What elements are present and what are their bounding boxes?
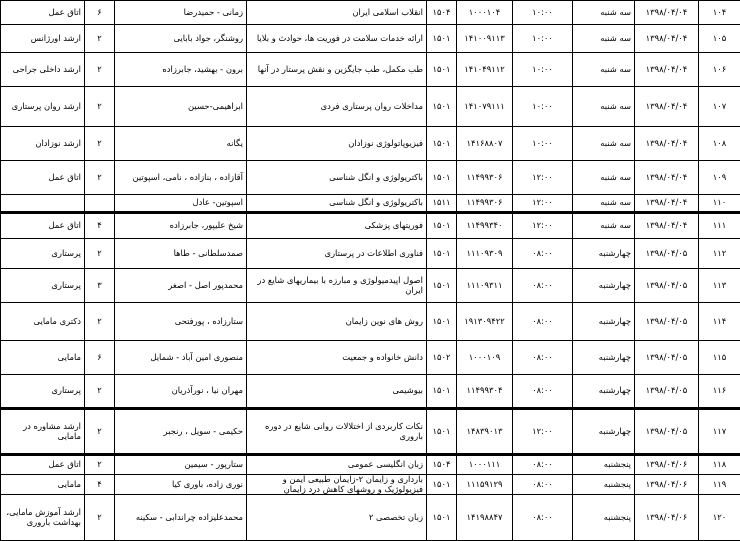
- student-count: ۶: [85, 341, 115, 375]
- program-name: مامایی: [1, 341, 85, 375]
- row-number: ۱۰۸: [699, 127, 740, 161]
- exam-time: ۱۰:۰۰: [513, 25, 573, 53]
- student-count: ۲: [85, 409, 115, 455]
- exam-date: ۱۳۹۸/۰۴/۰۴: [635, 87, 699, 127]
- course-units: ۱۵۰۱: [427, 495, 457, 541]
- instructor-names: آقازاده ، بنازاده ، نامی، اسپوتین: [115, 161, 247, 195]
- course-units: ۱۵۰۱: [427, 303, 457, 341]
- exam-day: چهارشنبه: [573, 269, 635, 303]
- student-count: ۴: [85, 213, 115, 239]
- exam-day: سه شنبه: [573, 87, 635, 127]
- instructor-names: مهران نیا ، نورآذریان: [115, 375, 247, 409]
- exam-time: ۱۲:۰۰: [513, 409, 573, 455]
- exam-day: سه شنبه: [573, 25, 635, 53]
- exam-date: ۱۳۹۸/۰۴/۰۵: [635, 303, 699, 341]
- program-name: اتاق عمل: [1, 455, 85, 475]
- exam-date: ۱۳۹۸/۰۴/۰۵: [635, 409, 699, 455]
- course-title: نکات کاربردی از اختلالات روانی شایع در دوره باروری: [247, 409, 427, 455]
- exam-day: سه شنبه: [573, 161, 635, 195]
- exam-date: ۱۳۹۸/۰۴/۰۶: [635, 495, 699, 541]
- exam-date: ۱۳۹۸/۰۴/۰۵: [635, 341, 699, 375]
- course-title: اصول اپیدمیولوژی و مبارزه با بیماریهای شایع در ایران: [247, 269, 427, 303]
- course-units: ۱۵۱۱: [427, 195, 457, 213]
- exam-day: سه شنبه: [573, 213, 635, 239]
- course-units: ۱۵۰۱: [427, 475, 457, 495]
- program-name: اتاق عمل: [1, 213, 85, 239]
- table-row: [1, 341, 740, 375]
- course-code: ۱۴۱۰۷۹۱۱۱: [457, 87, 513, 127]
- program-name: پرستاری: [1, 239, 85, 269]
- exam-day: پنجشنبه: [573, 455, 635, 475]
- row-number: ۱۱۱: [699, 213, 740, 239]
- instructor-names: برون - بهشید، جابرزاده: [115, 53, 247, 87]
- program-name: دکتری مامایی: [1, 303, 85, 341]
- course-units: ۱۵۰۱: [427, 161, 457, 195]
- program-name: پرستاری: [1, 269, 85, 303]
- exam-day: پنجشنبه: [573, 495, 635, 541]
- course-units: ۱۵۰۱: [427, 375, 457, 409]
- exam-day: پنجشنبه: [573, 475, 635, 495]
- course-code: ۱۱۴۹۹۳۰۶: [457, 195, 513, 213]
- row-number: ۱۱۴: [699, 303, 740, 341]
- program-name: پرستاری: [1, 375, 85, 409]
- course-title: مداخلات روان پرستاری فردی: [247, 87, 427, 127]
- program-name: اتاق عمل: [1, 1, 85, 25]
- student-count: ۲: [85, 375, 115, 409]
- instructor-names: ابراهیمی-حسین: [115, 87, 247, 127]
- program-name: ارشد اورژانس: [1, 25, 85, 53]
- table-row: [1, 161, 740, 195]
- exam-time: ۰۸:۰۰: [513, 269, 573, 303]
- student-count: ۲: [85, 455, 115, 475]
- table-row: [1, 87, 740, 127]
- course-units: ۱۵۰۱: [427, 213, 457, 239]
- table-row: [1, 213, 740, 239]
- student-count: ۲: [85, 87, 115, 127]
- exam-time: ۱۲:۰۰: [513, 195, 573, 213]
- exam-time: ۰۸:۰۰: [513, 303, 573, 341]
- course-code: ۱۱۴۹۹۳۰۴: [457, 375, 513, 409]
- exam-time: ۱۲:۰۰: [513, 213, 573, 239]
- exam-date: ۱۳۹۸/۰۴/۰۴: [635, 213, 699, 239]
- program-name: ارشد مشاوره در مامایی: [1, 409, 85, 455]
- course-units: ۱۵۰۴: [427, 455, 457, 475]
- exam-day: چهارشنبه: [573, 375, 635, 409]
- row-number: ۱۱۵: [699, 341, 740, 375]
- exam-date: ۱۳۹۸/۰۴/۰۴: [635, 25, 699, 53]
- program-name: ارشد روان پرستاری: [1, 87, 85, 127]
- instructor-names: صمدسلطانی - طاها: [115, 239, 247, 269]
- exam-time: ۰۸:۰۰: [513, 341, 573, 375]
- instructor-names: حکیمی - سویل ، رنجبر: [115, 409, 247, 455]
- row-number: ۱۰۷: [699, 87, 740, 127]
- course-code: ۱۹۱۳۰۹۴۲۲: [457, 303, 513, 341]
- student-count: [85, 195, 115, 213]
- student-count: ۶: [85, 1, 115, 25]
- row-number: ۱۰۹: [699, 161, 740, 195]
- student-count: ۳: [85, 269, 115, 303]
- table-row: [1, 25, 740, 53]
- course-units: ۱۵۰۱: [427, 239, 457, 269]
- course-code: ۱۱۴۹۹۳۰۶: [457, 161, 513, 195]
- course-units: ۱۵۰۱: [427, 269, 457, 303]
- exam-time: ۱۰:۰۰: [513, 1, 573, 25]
- exam-time: ۱۰:۰۰: [513, 87, 573, 127]
- exam-date: ۱۳۹۸/۰۴/۰۶: [635, 455, 699, 475]
- exam-day: چهارشنبه: [573, 409, 635, 455]
- table-row: [1, 495, 740, 541]
- course-units: ۱۵۰۱: [427, 409, 457, 455]
- exam-time: ۰۸:۰۰: [513, 475, 573, 495]
- exam-date: ۱۳۹۸/۰۴/۰۴: [635, 1, 699, 25]
- student-count: ۲: [85, 161, 115, 195]
- course-units: ۱۵۰۱: [427, 53, 457, 87]
- exam-time: ۱۰:۰۰: [513, 53, 573, 87]
- instructor-names: منصوری امین آباد - شمایل: [115, 341, 247, 375]
- student-count: ۴: [85, 475, 115, 495]
- student-count: ۲: [85, 53, 115, 87]
- course-title: بیوشیمی: [247, 375, 427, 409]
- course-code: ۱۴۱۶۸۸۰۷: [457, 127, 513, 161]
- instructor-names: زمانی - حمیدرضا: [115, 1, 247, 25]
- student-count: ۲: [85, 127, 115, 161]
- course-title: باکتریولوژی و انگل شناسی: [247, 195, 427, 213]
- table-row: [1, 455, 740, 475]
- exam-date: ۱۳۹۸/۰۴/۰۴: [635, 53, 699, 87]
- student-count: ۲: [85, 303, 115, 341]
- exam-time: ۰۸:۰۰: [513, 495, 573, 541]
- instructor-names: محمدپور اصل - اصغر: [115, 269, 247, 303]
- exam-day: چهارشنبه: [573, 341, 635, 375]
- course-title: بارداری و زایمان ۲-زایمان طبیعی ایمن و فیزیولوژیک و روشهای کاهش درد زایمان: [247, 475, 427, 495]
- table-row: [1, 239, 740, 269]
- course-title: زبان تخصصی ۲: [247, 495, 427, 541]
- course-units: ۱۵۰۱: [427, 87, 457, 127]
- course-title: زبان انگلیسی عمومی: [247, 455, 427, 475]
- table-row: [1, 409, 740, 455]
- student-count: ۲: [85, 25, 115, 53]
- exam-date: ۱۳۹۸/۰۴/۰۴: [635, 161, 699, 195]
- table-row: [1, 269, 740, 303]
- row-number: ۱۲۰: [699, 495, 740, 541]
- course-title: ارائه خدمات سلامت در فوریت ها، حوادث و بلایا: [247, 25, 427, 53]
- exam-date: ۱۳۹۸/۰۴/۰۴: [635, 127, 699, 161]
- instructor-names: نوری زاده، باوری کیا: [115, 475, 247, 495]
- row-number: ۱۱۹: [699, 475, 740, 495]
- row-number: ۱۱۳: [699, 269, 740, 303]
- course-code: ۱۴۱۹۸۸۴۷: [457, 495, 513, 541]
- course-title: انقلاب اسلامی ایران: [247, 1, 427, 25]
- table-row: [1, 475, 740, 495]
- table-row: [1, 1, 740, 25]
- exam-time: ۱۲:۰۰: [513, 161, 573, 195]
- course-title: طب مکمل، طب جایگزین و نقش پرستار در آنها: [247, 53, 427, 87]
- course-code: ۱۰۰۰۱۰۴: [457, 1, 513, 25]
- exam-date: ۱۳۹۸/۰۴/۰۵: [635, 239, 699, 269]
- program-name: ارشد آموزش مامایی، بهداشت باروری: [1, 495, 85, 541]
- course-units: ۱۵۰۴: [427, 1, 457, 25]
- row-number: ۱۱۸: [699, 455, 740, 475]
- course-title: فوریتهای پزشکی: [247, 213, 427, 239]
- table-row: [1, 375, 740, 409]
- table-row: [1, 303, 740, 341]
- instructor-names: شیخ علیپور، جابرزاده: [115, 213, 247, 239]
- course-code: ۱۱۱۰۹۳۱۱: [457, 269, 513, 303]
- course-title: فیزیوپاتولوژی نوزادان: [247, 127, 427, 161]
- instructor-names: ستارزاده ، پورفتحی: [115, 303, 247, 341]
- exam-day: سه شنبه: [573, 1, 635, 25]
- row-number: ۱۰۶: [699, 53, 740, 87]
- program-name: اتاق عمل: [1, 161, 85, 195]
- exam-time: ۰۸:۰۰: [513, 375, 573, 409]
- instructor-names: اسپوتین- عادل: [115, 195, 247, 213]
- exam-day: چهارشنبه: [573, 303, 635, 341]
- course-code: ۱۰۰۰۱۰۹: [457, 341, 513, 375]
- program-name: [1, 195, 85, 213]
- exam-date: ۱۳۹۸/۰۴/۰۵: [635, 375, 699, 409]
- exam-day: سه شنبه: [573, 53, 635, 87]
- course-title: باکتریولوژی و انگل شناسی: [247, 161, 427, 195]
- student-count: ۲: [85, 239, 115, 269]
- course-units: ۱۵۰۱: [427, 25, 457, 53]
- program-name: ارشد داخلی جراحی: [1, 53, 85, 87]
- instructor-names: روشنگر، جواد بابایی: [115, 25, 247, 53]
- exam-time: ۰۸:۰۰: [513, 455, 573, 475]
- course-code: ۱۴۱۰۴۹۱۱۲: [457, 53, 513, 87]
- exam-time: ۱۰:۰۰: [513, 127, 573, 161]
- course-units: ۱۵۰۲: [427, 341, 457, 375]
- table-row: [1, 195, 740, 213]
- exam-time: ۰۸:۰۰: [513, 239, 573, 269]
- course-code: ۱۱۱۰۹۳۰۹: [457, 239, 513, 269]
- row-number: ۱۰۴: [699, 1, 740, 25]
- course-units: ۱۵۰۱: [427, 127, 457, 161]
- row-number: ۱۱۲: [699, 239, 740, 269]
- course-title: دانش خانواده و جمعیت: [247, 341, 427, 375]
- row-number: ۱۰۵: [699, 25, 740, 53]
- program-name: مامایی: [1, 475, 85, 495]
- course-title: روش های نوین زایمان: [247, 303, 427, 341]
- program-name: ارشد نوزادان: [1, 127, 85, 161]
- course-code: ۱۰۰۰۱۱۱: [457, 455, 513, 475]
- instructor-names: محمدعلیزاده چراندابی - سکینه: [115, 495, 247, 541]
- course-title: فناوری اطلاعات در پرستاری: [247, 239, 427, 269]
- course-code: ۱۴۸۳۹۰۱۳: [457, 409, 513, 455]
- table-row: [1, 53, 740, 87]
- course-code: ۱۱۴۹۹۳۴۰: [457, 213, 513, 239]
- exam-day: چهارشنبه: [573, 239, 635, 269]
- row-number: ۱۱۰: [699, 195, 740, 213]
- exam-day: سه شنبه: [573, 127, 635, 161]
- exam-date: ۱۳۹۸/۰۴/۰۴: [635, 195, 699, 213]
- exam-day: سه شنبه: [573, 195, 635, 213]
- instructor-names: یگانه: [115, 127, 247, 161]
- row-number: ۱۱۷: [699, 409, 740, 455]
- instructor-names: ستارپور - سیمین: [115, 455, 247, 475]
- row-number: ۱۱۶: [699, 375, 740, 409]
- course-code: ۱۱۱۵۹۱۲۹: [457, 475, 513, 495]
- exam-date: ۱۳۹۸/۰۴/۰۶: [635, 475, 699, 495]
- table-row: [1, 127, 740, 161]
- exam-date: ۱۳۹۸/۰۴/۰۵: [635, 269, 699, 303]
- student-count: ۲: [85, 495, 115, 541]
- course-code: ۱۴۱۰۰۹۱۱۳: [457, 25, 513, 53]
